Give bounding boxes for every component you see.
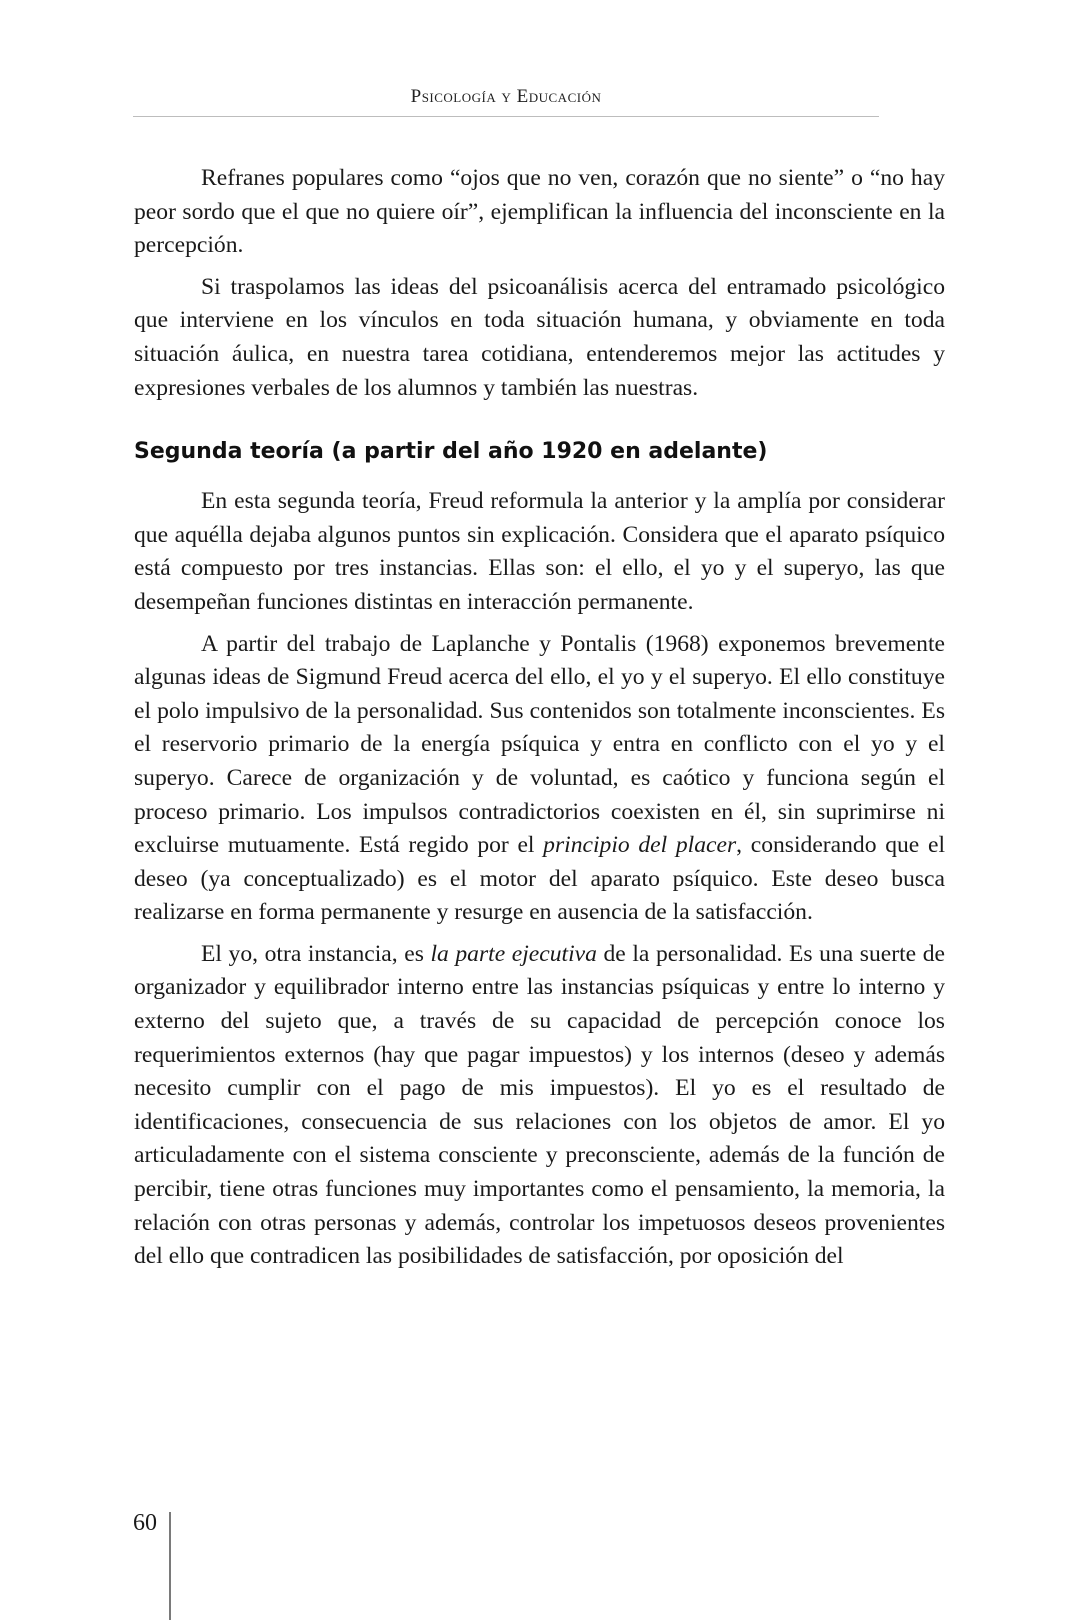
text-run: A partir del trabajo de Laplanche y Pontalis (1968) exponemos brevemente algunas ideas de Sigmund Freud acerca del ello, el yo y el superyo. El ello constituye el polo impulsivo de la personalidad. Sus contenidos son totalmente inconscientes. Es el reservorio primario de la energía psíquica y entra en conflicto con el yo y el superyo. Carece de organización y de voluntad, es caótico y funciona según el proceso primario. Los impulsos contradictorios coexisten en él, sin suprimirse ni excluirse mutuamente. Está regido por el (134, 630, 945, 859)
page-number: 60 (133, 1510, 157, 1536)
text-run: de la personalidad. Es una suerte de organizador y equilibrador interno entre las instancias psíquicas y entre lo interno y externo del sujeto que, a través de su capacidad de percepción conoce los requerimientos externos (hay que pagar impuestos) y los internos (deseo y además necesito cumplir con el pago de mis impuestos). El yo es el resultado de identificaciones, consecuencia de sus relaciones con los objetos de amor. El yo articuladamente con el sistema consciente y preconsciente, además de la función de percibir, tiene otras funciones muy importantes como el pensamiento, la memoria, la relación con otras personas y además, controlar los impetuosos deseos provenientes del ello que contradicen las posibilidades de satisfacción, por oposición del (134, 940, 945, 1270)
paragraph: Si traspolamos las ideas del psicoanálisis acerca del entramado psicológico que interviene en los vínculos en toda situación humana, y obviamente en toda situación áulica, en nuestra tarea cotidiana, entenderemos mejor las actitudes y expresiones verbales de los alumnos y también las nuestras. (134, 273, 945, 401)
paragraph: Refranes populares como “ojos que no ven, corazón que no siente” o “no hay peor sordo que el que no quiere oír”, ejemplifican la influencia del inconsciente en la percepción. (134, 165, 945, 259)
section-heading: Segunda teoría (a partir del año 1920 en adelante) (134, 439, 768, 465)
italic-term: principio del placer (543, 832, 737, 859)
header-rule (133, 116, 879, 117)
text-run: , considerando que el deseo (ya conceptualizado) es el motor del aparato psíquico. Este deseo busca realizarse en forma permanente y resurge en ausencia de la satisfacción. (134, 832, 945, 926)
page-body (134, 162, 945, 1274)
text-run: El yo, otra instancia, es (201, 940, 431, 967)
folio-rule (169, 1512, 171, 1620)
italic-term: la parte ejecutiva (430, 940, 597, 967)
paragraph: En esta segunda teoría, Freud reformula la anterior y la amplía por considerar que aquélla dejaba algunos puntos sin explicación. Considera que el aparato psíquico está compuesto por tres instancias. Ellas son: el ello, el yo y el superyo, las que desempeñan funciones distintas en interacción permanente. (134, 488, 945, 615)
paragraph (134, 628, 945, 930)
running-head-title: Psicología y Educación (410, 86, 602, 107)
paragraph (134, 938, 945, 1274)
